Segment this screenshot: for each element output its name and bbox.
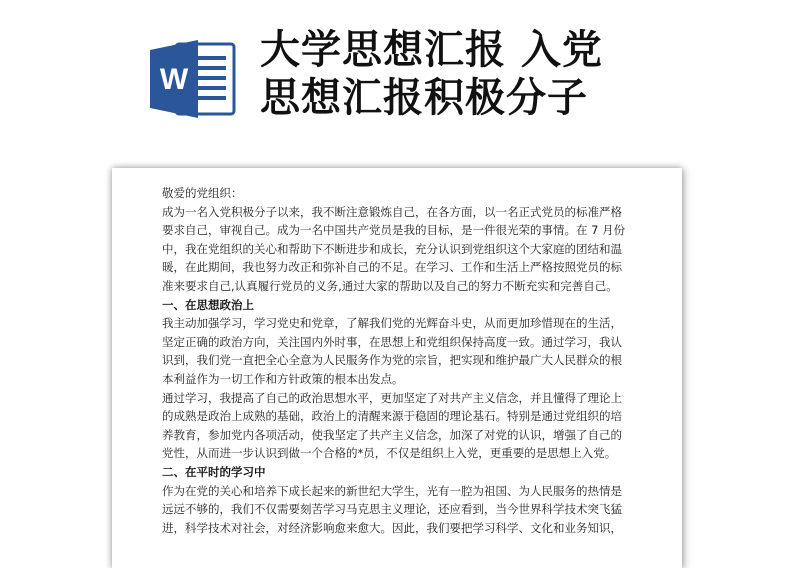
paragraph-line: 识到，我们党一直把全心全意为人民服务作为党的宗旨，把实现和维护最广大人民群众的根 (162, 353, 622, 368)
paragraph-line: 暖，在此期间，我也努力改正和弥补自己的不足。在学习、工作和生活上严格按照党员的标 (162, 260, 622, 275)
paragraph-line: 的成熟是政治上成熟的基础，政治上的清醒来源于稳固的理论基石。特别是通过党组织的培 (162, 409, 622, 424)
document-body (162, 184, 657, 537)
paragraph-line: 准来要求自己,认真履行党员的义务,通过大家的帮助以及自己的努力不断充实和完善自己。 (162, 278, 618, 293)
paragraph-line: 通过学习，我提高了自己的政治思想水平，更加坚定了对共产主义信念，并且懂得了理论上 (162, 390, 622, 405)
paragraph-line: 我主动加强学习，学习党史和党章，了解我们党的光辉奋斗史，从而更加珍惜现在的生活， (162, 316, 622, 331)
paragraph-line: 敬爱的党组织： (162, 186, 243, 200)
section-heading: 二、在平时的学习中 (162, 464, 266, 479)
paragraph-line: 远远不够的，我们不仅需要刻苦学习马克思主义理论，还应看到，当今世界科学技术突飞猛 (162, 502, 622, 517)
word-icon-letter: W (159, 63, 189, 96)
paragraph-line: 坚定正确的政治方向，关注国内外时事，在思想上和党组织保持高度一致。通过学习，我认 (162, 334, 622, 349)
paragraph-line: 中，我在党组织的关心和帮助下不断进步和成长，充分认识到党组织这个大家庭的团结和温 (162, 241, 622, 256)
paragraph-line: 要求自己，审视自己。成为一名中国共产党员是我的目标，是一件很光荣的事情。在 7 月份 (162, 223, 626, 238)
paragraph-line: 本利益作为一切工作和方针政策的根本出发点。 (162, 371, 404, 386)
paragraph-line: 养教育，参加党内各项活动，使我坚定了共产主义信念，加深了对党的认识，增强了自己的 (162, 427, 622, 442)
paragraph-line: 作为在党的关心和培养下成长起来的新世纪大学生，光有一腔为祖国、为人民服务的热情是 (162, 483, 622, 498)
document-sheet (112, 168, 682, 568)
microsoft-word-icon (146, 38, 238, 120)
title-line-1: 大学思想汇报 入党 (260, 27, 603, 73)
title-line-2: 思想汇报积极分子 (260, 75, 588, 121)
section-heading: 一、在思想政治上 (162, 297, 254, 312)
page-title (260, 26, 700, 122)
paragraph-line: 成为一名入党积极分子以来，我不断注意锻炼自己，在各方面，以一名正式党员的标准严格 (162, 204, 622, 219)
paragraph-line: 党性，从而进一步认识到做一个合格的*员，不仅是组织上入党，更重要的是思想上入党。 (162, 446, 617, 461)
paragraph-line: 进，科学技术对社会，对经济影响愈来愈大。因此，我们要把学习科学、文化和业务知识， (162, 520, 622, 535)
header (0, 0, 800, 150)
